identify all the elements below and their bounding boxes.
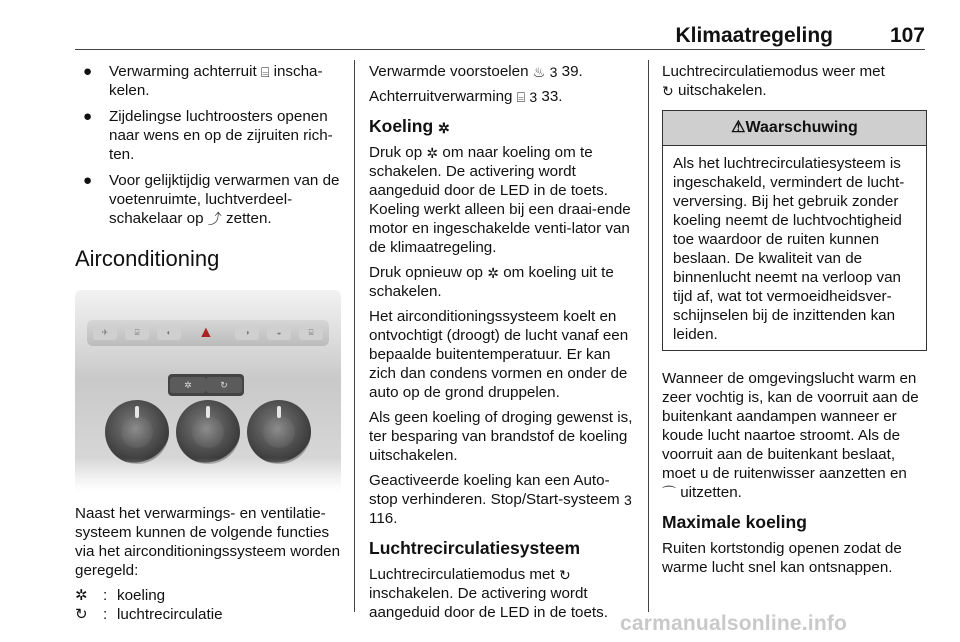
panel-button-icon: ◐ [157, 326, 181, 340]
windscreen-wiper-icon: ⌒ [662, 485, 676, 501]
paragraph: Druk opnieuw op ✲ om koeling uit te schakelen. [369, 264, 614, 300]
snowflake-icon: ✲ [426, 145, 439, 161]
page-reference-icon: 3 [529, 89, 538, 105]
recirculation-icon: ↻ [558, 567, 571, 583]
column-divider-1 [354, 60, 355, 612]
rear-defrost-icon: ⌸ [260, 64, 270, 80]
paragraph: Geactiveerde koeling kan een Auto-stop verhinderen. Stop/Start-systeem 3 116. [369, 472, 632, 527]
snowflake-icon: ✲ [438, 120, 450, 136]
warning-header: ⚠Waarschuwing [663, 111, 926, 146]
snowflake-icon: ✲ [75, 587, 88, 604]
intro-paragraph: Naast het verwarmings- en ventilatie-systeem kunnen de volgende functies via het airconditioningssysteem worden geregeld: [75, 505, 341, 579]
fan-knob [176, 400, 240, 464]
paragraph: Luchtrecirculatiemodus weer met ↻ uitschakelen. [662, 63, 885, 99]
air-distribution-knob [247, 400, 311, 464]
watermark: carmanualsonline.info [620, 612, 848, 635]
warning-text: Als het luchtrecirculatiesysteem is ingeschakeld, vermindert de lucht-verversing. Bij het gebruik zonder koeling neemt de luchtvochtigheid toe waardoor de ruiten kunnen beslaan. De kwaliteit van de binnenlucht neemt na verloop van tijd af, wat tot vermoeidheidsver-schijnselen bij de inzittenden kan leiden. [673, 155, 905, 343]
paragraph: Achterruitverwarming ⌸ 3 33. [369, 88, 563, 105]
panel-button-icon: ◑ [235, 326, 259, 340]
panel-button-icon: ⌸ [299, 326, 323, 340]
column-3 [662, 62, 927, 583]
paragraph: Wanneer de omgevingslucht warm en zeer vochtig is, kan de voorruit aan de buitenkant aandampen wanneer er koude lucht naartoe stroomt. Als de voorruit aan de buitenkant beslaat, moet u de ruitenwisser aanzetten en ⌒ uitzetten. [662, 370, 919, 501]
temperature-knob [105, 400, 169, 464]
footwell-windscreen-icon: ⤴ [207, 211, 222, 227]
recirculation-icon: ↻ [662, 83, 674, 99]
recirculation-icon: ↻ [75, 606, 88, 623]
column-divider-2 [648, 60, 649, 612]
section-heading-koeling: Koeling ✲ [369, 116, 450, 136]
rear-defrost-icon: ⌸ [516, 89, 526, 105]
chapter-title: Klimaatregeling [675, 24, 833, 47]
snowflake-icon: ✲ [170, 377, 206, 393]
paragraph: Het airconditioningssysteem koelt en ontvochtigt (droogt) de lucht vanaf een bepaalde buitentemperatuur. Er kan zich dan condens vormen en onder de auto op de grond druppelen. [369, 308, 629, 401]
bullet-list [75, 62, 343, 228]
list-item: ✲ : koeling [75, 587, 166, 604]
heated-seat-icon: ♨ [532, 64, 546, 80]
panel-button-icon: ◒ [267, 326, 291, 340]
paragraph: Als geen koeling of droging gewenst is, ter besparing van brandstof de koeling uitschakelen. [369, 409, 633, 464]
warning-icon: ⚠ [731, 119, 746, 136]
paragraph: Druk op ✲ om naar koeling om te schakelen. De activering wordt aangeduid door de LED in de toets. Koeling werkt alleen bij een draai-ende motor en ingeschakelde venti-lator van de klimaatregeling. [369, 144, 631, 256]
hazard-warning-icon: ▲ [198, 324, 214, 341]
list-item: ● Voor gelijktijdig verwarmen van de voetenruimte, luchtverdeel-schakelaar op ⤴ zetten. [83, 172, 340, 227]
panel-button-icon: ⌸ [125, 326, 149, 340]
function-legend [75, 586, 343, 624]
recirculation-icon: ↻ [206, 377, 242, 393]
ac-button-pair [168, 374, 244, 396]
page-reference-icon: 3 [549, 64, 558, 80]
section-heading-luchtrecirculatie: Luchtrecirculatiesysteem [369, 538, 581, 558]
section-heading-airconditioning: Airconditioning [75, 246, 220, 271]
list-item: ● Verwarming achterruit ⌸ inscha-kelen. [83, 63, 323, 99]
page-number: 107 [889, 24, 925, 47]
list-item: ↻ : luchtrecirculatie [75, 606, 223, 623]
column-2 [369, 62, 634, 628]
warning-box [662, 110, 927, 351]
snowflake-icon: ✲ [487, 265, 499, 281]
page-header [75, 20, 925, 50]
paragraph: Verwarmde voorstoelen ♨ 3 39. [369, 63, 583, 80]
paragraph: Ruiten kortstondig openen zodat de warme lucht snel kan ontsnappen. [662, 540, 902, 576]
section-heading-maximale-koeling: Maximale koeling [662, 512, 807, 532]
climate-control-panel-image [75, 290, 341, 490]
panel-button-icon: ✈ [93, 326, 117, 340]
paragraph: Luchtrecirculatiemodus met ↻ inschakelen. De activering wordt aangeduid door de LED in de toets. [369, 566, 608, 621]
column-1 [75, 62, 343, 624]
page-reference-icon: 3 [623, 492, 632, 508]
header-rule [75, 49, 925, 50]
list-item: ● Zijdelingse luchtroosters openen naar wens en op de zijruiten rich-ten. [83, 108, 333, 163]
